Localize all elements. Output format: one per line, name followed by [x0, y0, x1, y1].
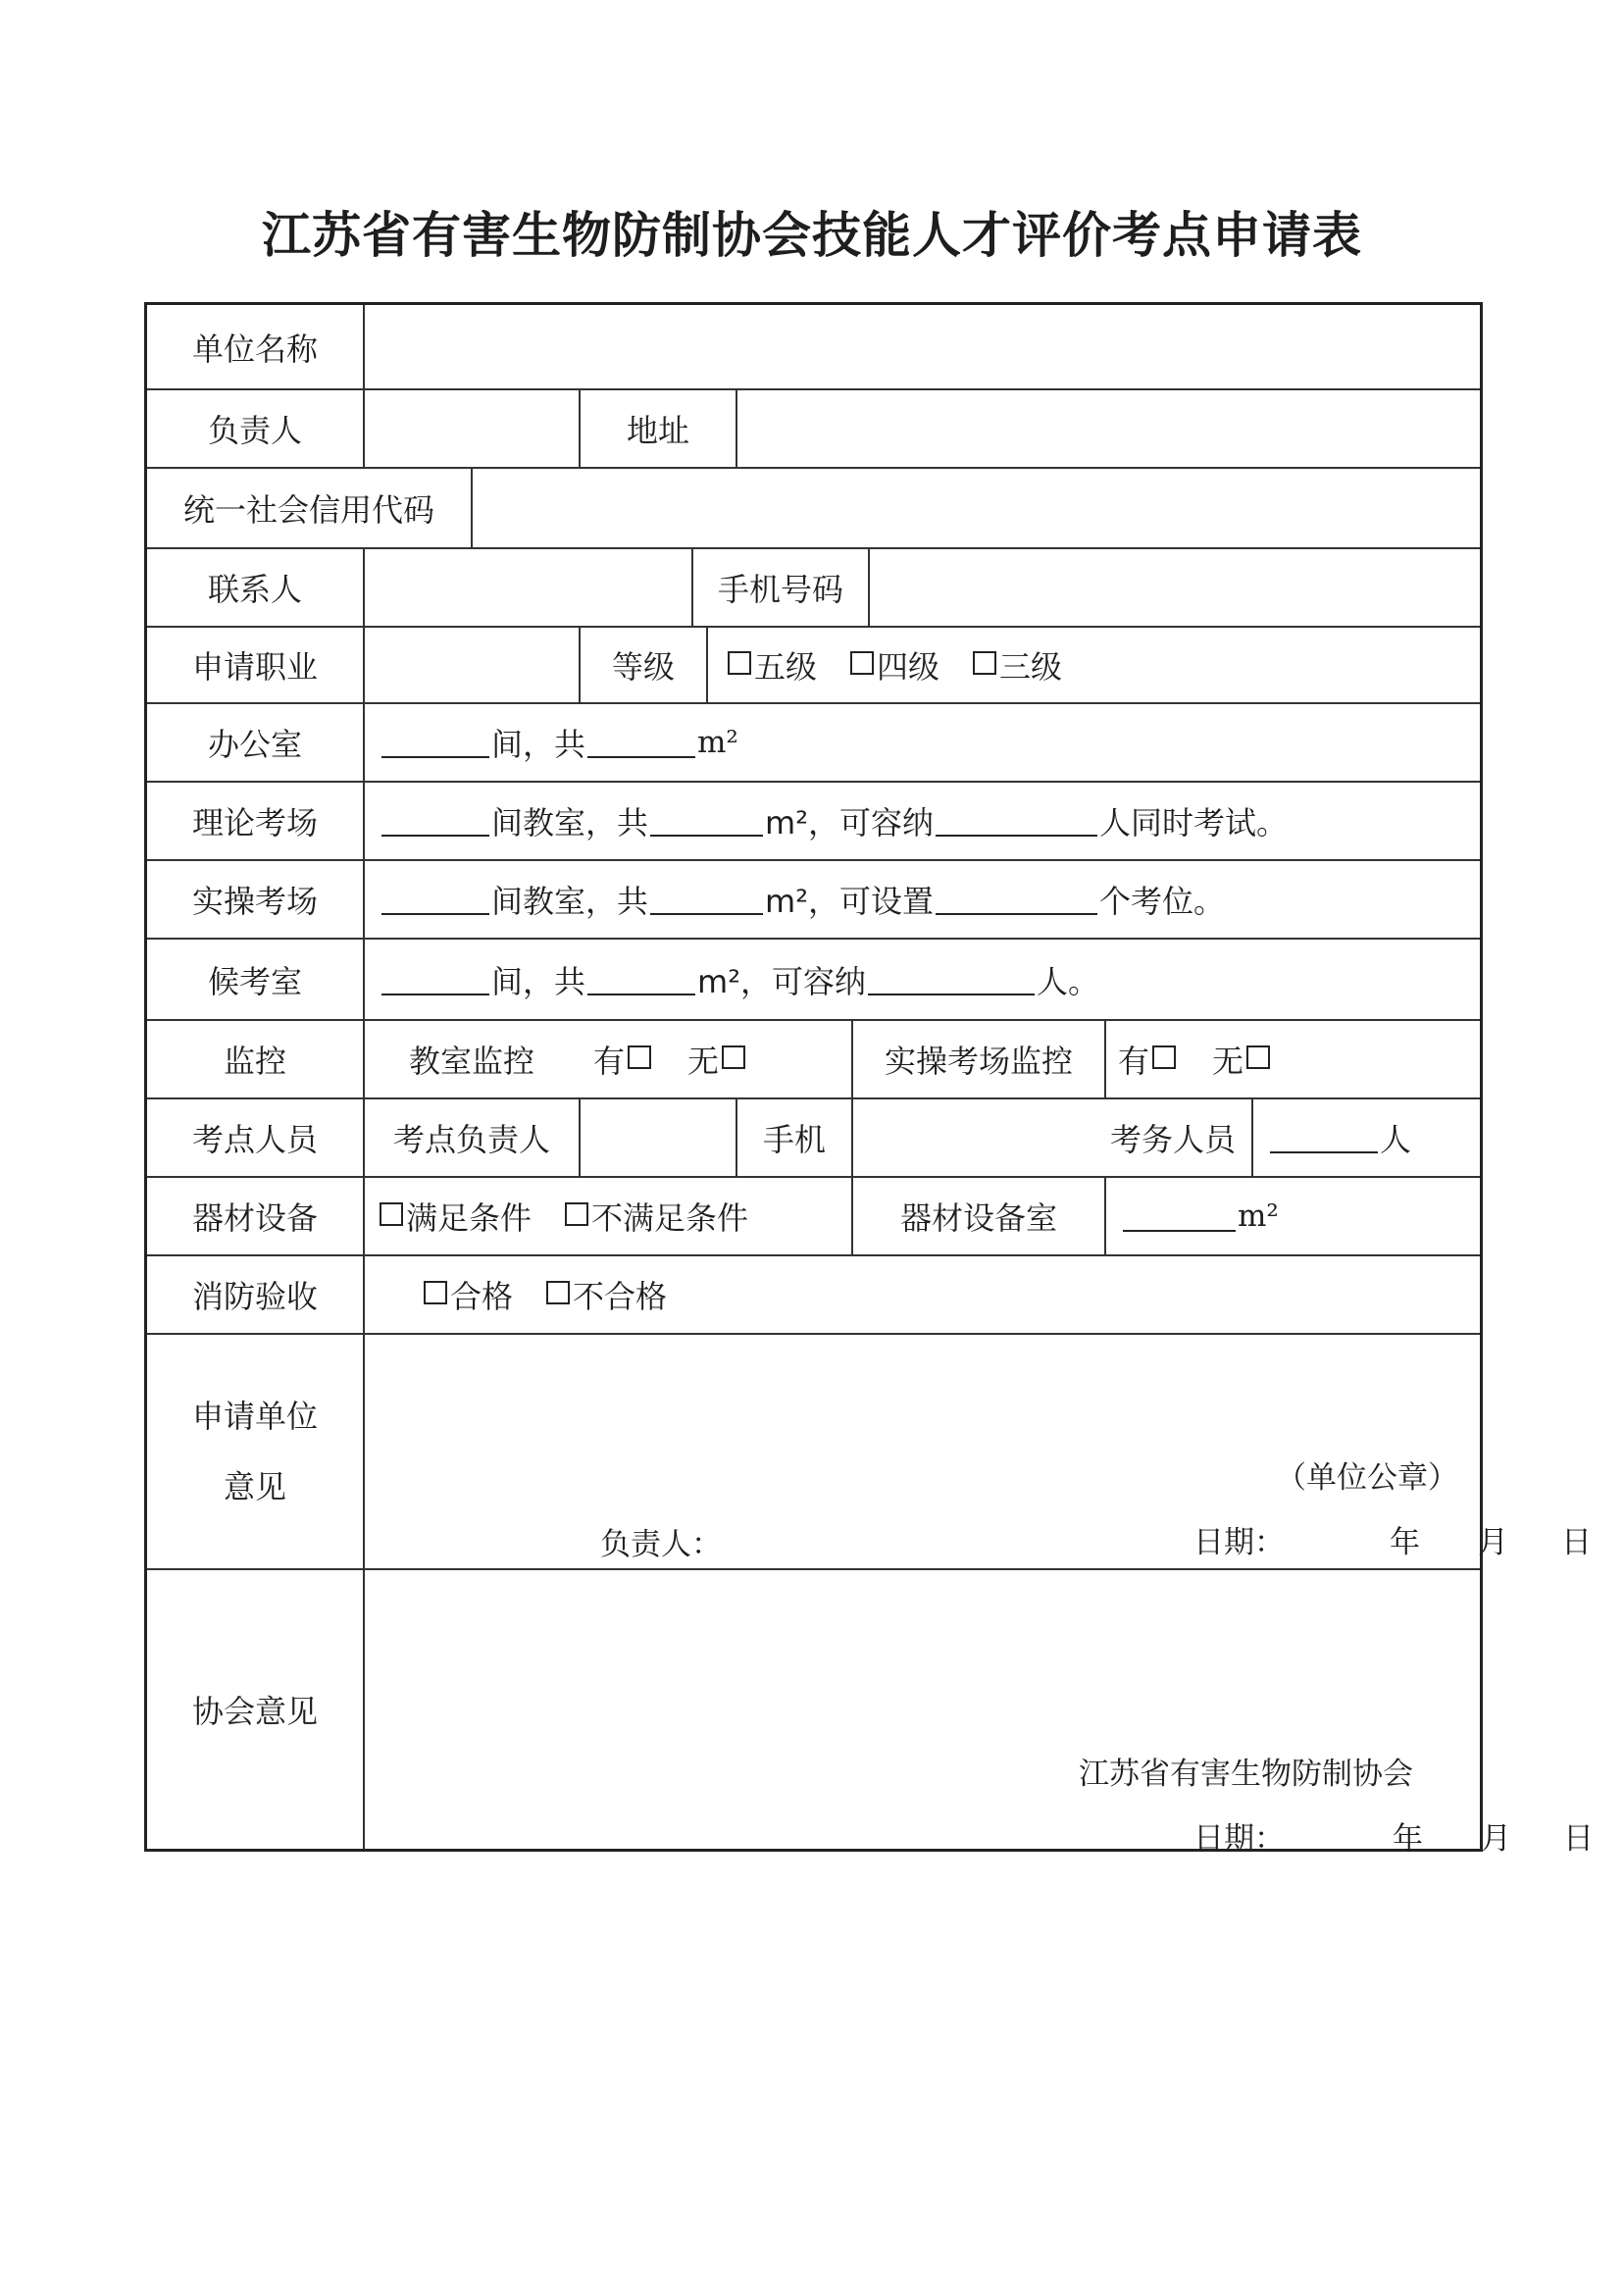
- fire-fail-option[interactable]: 不合格: [546, 1272, 667, 1317]
- equipment-ok-option[interactable]: 满足条件: [380, 1194, 532, 1239]
- row-staff: [147, 1097, 1480, 1176]
- applicant-opinion-label: [147, 1335, 363, 1568]
- occupation-label: 申请职业: [191, 648, 318, 686]
- level-options: [706, 628, 1480, 702]
- unit-seal-text: （单位公章）: [1276, 1460, 1458, 1496]
- row-association-opinion: [147, 1568, 1594, 1857]
- application-form-table: [144, 302, 1594, 1857]
- practical-room-field: 间教室，共 m²，可设置 个考位。: [363, 861, 1480, 938]
- theory-room-label: 理论考场: [191, 804, 318, 841]
- row-applicant-opinion: [147, 1333, 1592, 1568]
- fire-inspection-label: 消防验收: [191, 1278, 318, 1315]
- staff-label: 考点人员: [191, 1121, 318, 1158]
- address-label: 地址: [579, 390, 736, 467]
- theory-room-field: 间教室，共 m²，可容纳 人同时考试。: [363, 783, 1480, 859]
- checkbox-icon[interactable]: [628, 1045, 651, 1069]
- checkbox-icon[interactable]: [546, 1281, 570, 1304]
- waiting-count-blank[interactable]: [381, 964, 489, 995]
- classroom-monitor-no[interactable]: 无: [687, 1037, 748, 1082]
- row-waiting-room: [147, 938, 1480, 1019]
- fire-pass-option[interactable]: 合格: [424, 1272, 513, 1317]
- practical-count-blank[interactable]: [381, 884, 489, 915]
- checkbox-icon[interactable]: [973, 651, 996, 675]
- equipment-options: [363, 1178, 851, 1254]
- mobile-label: 手机: [736, 1099, 851, 1176]
- applicant-opinion-label-line1: 申请单位: [191, 1398, 318, 1435]
- exam-staff-label: 考务人员: [1109, 1121, 1236, 1158]
- equipment-label: 器材设备: [191, 1199, 318, 1237]
- association-date-year: 年: [1393, 1821, 1423, 1857]
- office-count-blank[interactable]: [381, 727, 489, 758]
- level-label: 等级: [579, 628, 706, 702]
- equipment-room-area-blank[interactable]: [1123, 1200, 1236, 1232]
- waiting-room-label: 候考室: [207, 962, 302, 1000]
- address-field[interactable]: [736, 390, 1480, 467]
- row-contact: [147, 547, 1480, 626]
- unit-name-label: 单位名称: [191, 330, 318, 368]
- applicant-date-day: 日: [1561, 1525, 1592, 1560]
- checkbox-icon[interactable]: [1246, 1045, 1270, 1069]
- row-equipment: [147, 1176, 1480, 1254]
- level-option-4[interactable]: 四级: [850, 642, 939, 688]
- phone-label: 手机号码: [691, 549, 868, 626]
- association-name: 江苏省有害生物防制协会: [1079, 1757, 1413, 1792]
- equipment-not-ok-option[interactable]: 不满足条件: [565, 1194, 748, 1239]
- waiting-area-blank[interactable]: [587, 964, 695, 995]
- exam-staff-count-blank[interactable]: [1270, 1122, 1378, 1153]
- association-opinion-field[interactable]: [363, 1570, 1594, 1857]
- checkbox-icon[interactable]: [1152, 1045, 1176, 1069]
- practical-monitor-options: [1104, 1021, 1480, 1097]
- row-office: [147, 702, 1480, 781]
- monitor-label: 监控: [223, 1043, 286, 1080]
- checkbox-icon[interactable]: [722, 1045, 745, 1069]
- checkbox-icon[interactable]: [850, 651, 874, 675]
- fire-inspection-options: [363, 1256, 1480, 1333]
- theory-capacity-blank[interactable]: [936, 805, 1097, 837]
- applicant-date-month: 月: [1478, 1525, 1508, 1560]
- office-area-blank[interactable]: [587, 727, 695, 758]
- applicant-opinion-label-line2: 意见: [223, 1468, 286, 1505]
- practical-area-blank[interactable]: [650, 884, 763, 915]
- page-title: 江苏省有害生物防制协会技能人才评价考点申请表: [262, 207, 1362, 264]
- row-credit-code: [147, 467, 1480, 547]
- site-head-field[interactable]: [579, 1099, 736, 1176]
- credit-code-field[interactable]: [471, 469, 1480, 547]
- association-date-label: 日期：: [1193, 1821, 1285, 1857]
- contact-field[interactable]: [363, 549, 691, 626]
- row-theory-room: [147, 781, 1480, 859]
- row-head: [147, 388, 1480, 467]
- practical-slots-blank[interactable]: [936, 884, 1097, 915]
- checkbox-icon[interactable]: [565, 1202, 588, 1226]
- association-date-day: 日: [1563, 1821, 1594, 1857]
- row-unit-name: [147, 305, 1480, 388]
- row-fire-inspection: [147, 1254, 1480, 1333]
- classroom-monitor-yes[interactable]: 有: [593, 1037, 654, 1082]
- association-opinion-label: 协会意见: [191, 1693, 318, 1730]
- checkbox-icon[interactable]: [424, 1281, 447, 1304]
- waiting-room-field: 间，共 m²，可容纳 人。: [363, 940, 1480, 1019]
- applicant-opinion-field[interactable]: [363, 1335, 1592, 1568]
- credit-code-label: 统一社会信用代码: [182, 491, 434, 529]
- head-field[interactable]: [363, 390, 579, 467]
- equipment-room-label: 器材设备室: [851, 1178, 1104, 1254]
- exam-staff-field: 人: [1251, 1099, 1480, 1176]
- row-monitor: [147, 1019, 1480, 1097]
- classroom-monitor-label: 教室监控: [363, 1021, 579, 1097]
- classroom-monitor-options: [579, 1021, 843, 1097]
- office-field: 间，共 m²: [363, 704, 1480, 781]
- row-practical-room: [147, 859, 1480, 938]
- checkbox-icon[interactable]: [728, 651, 751, 675]
- checkbox-icon[interactable]: [380, 1202, 403, 1226]
- equipment-room-field: m²: [1104, 1178, 1480, 1254]
- applicant-date-year: 年: [1390, 1525, 1420, 1560]
- site-head-label: 考点负责人: [363, 1099, 579, 1176]
- applicant-head-signature-label: 负责人：: [600, 1527, 722, 1562]
- contact-label: 联系人: [207, 571, 302, 608]
- occupation-field[interactable]: [363, 628, 579, 702]
- level-option-5[interactable]: 五级: [728, 642, 817, 688]
- head-label: 负责人: [207, 412, 302, 449]
- applicant-date-label: 日期：: [1193, 1525, 1285, 1560]
- theory-area-blank[interactable]: [650, 805, 763, 837]
- unit-name-field[interactable]: [363, 305, 1480, 388]
- office-label: 办公室: [207, 726, 302, 763]
- waiting-capacity-blank[interactable]: [868, 964, 1035, 995]
- practical-monitor-yes[interactable]: 有: [1118, 1037, 1179, 1082]
- association-date-month: 月: [1481, 1821, 1511, 1857]
- practical-monitor-no[interactable]: 无: [1212, 1037, 1273, 1082]
- practical-room-label: 实操考场: [191, 883, 318, 920]
- phone-field[interactable]: [868, 549, 1480, 626]
- level-option-3[interactable]: 三级: [973, 642, 1062, 688]
- theory-count-blank[interactable]: [381, 805, 489, 837]
- row-occupation: [147, 626, 1480, 702]
- practical-monitor-label: 实操考场监控: [851, 1021, 1104, 1097]
